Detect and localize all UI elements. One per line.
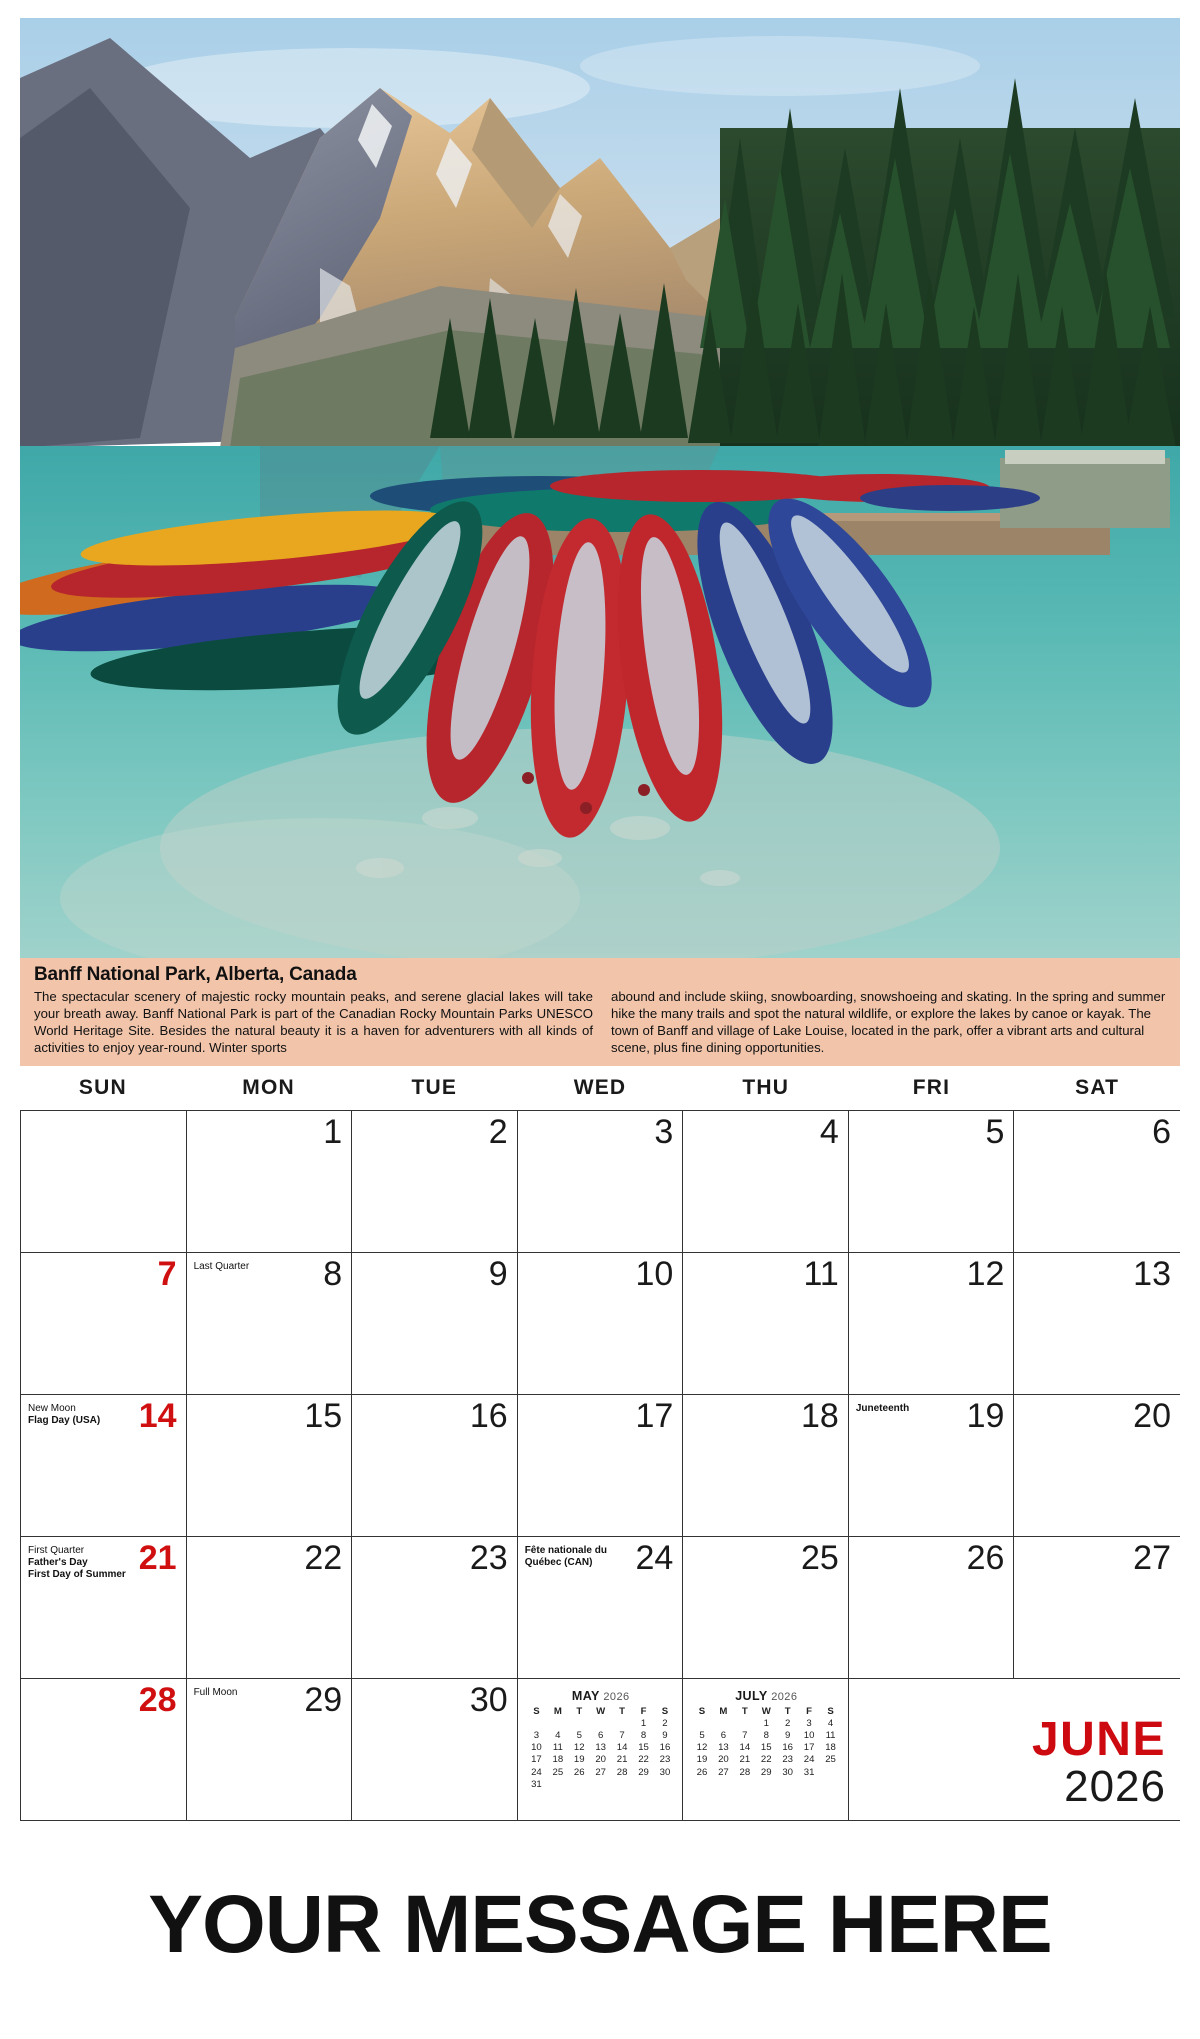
mini-day [756, 1778, 777, 1779]
day-cell[interactable] [21, 1537, 187, 1679]
mini-day: 25 [825, 1754, 836, 1766]
mini-day: 24 [803, 1754, 815, 1766]
weekday-sat: SAT [1075, 1076, 1120, 1099]
day-cell[interactable] [518, 1395, 684, 1537]
day-number: 18 [801, 1397, 839, 1435]
day-number: 14 [138, 1397, 177, 1435]
mini-day: 17 [803, 1742, 815, 1754]
mini-day: 12 [573, 1742, 585, 1754]
mini-day: 1 [640, 1717, 647, 1729]
advertisement-area[interactable] [20, 1830, 1180, 2020]
mini-day: 21 [616, 1754, 628, 1766]
mini-dow: W [761, 1705, 771, 1717]
caption-text-left: The spectacular scenery of majestic rocky mountain peaks, and serene glacial lakes will take your breath away. Banff National Park is part of the Canadian Rocky Mountain Parks UNESCO World Heritage Site. Besides the natural beauty it is a haven for adventurers with all kinds of activities to enjoy year-round. Winter sports [34, 989, 593, 1056]
mini-day: 10 [531, 1742, 542, 1754]
day-cell[interactable] [187, 1537, 353, 1679]
mini-dow: T [619, 1705, 626, 1717]
mini-dow: S [698, 1705, 706, 1717]
day-number: 7 [157, 1255, 177, 1293]
mini-day [633, 1778, 654, 1790]
day-number: 19 [966, 1397, 1005, 1435]
mini-week-row [691, 1729, 841, 1741]
mini-day [569, 1717, 590, 1729]
day-cell[interactable] [21, 1111, 187, 1253]
mini-month-next [683, 1679, 849, 1821]
day-cell[interactable] [352, 1679, 518, 1821]
mini-day: 15 [760, 1742, 772, 1754]
mini-day: 21 [739, 1754, 751, 1766]
mini-day: 3 [533, 1729, 540, 1741]
mini-day [713, 1778, 734, 1779]
mini-day: 26 [573, 1766, 585, 1778]
mini-dow: M [553, 1705, 562, 1717]
mini-day: 30 [659, 1766, 671, 1778]
day-number: 8 [323, 1255, 343, 1293]
day-cell[interactable] [21, 1253, 187, 1395]
event-label: Flag Day (USA) [28, 1415, 101, 1427]
mini-day [713, 1717, 734, 1729]
day-events [28, 1403, 148, 1427]
caption-columns [34, 988, 1170, 1057]
event-label: Québec (CAN) [524, 1557, 593, 1569]
event-label: First Day of Summer [28, 1569, 126, 1581]
mini-day [611, 1717, 632, 1729]
mini-day [777, 1778, 798, 1779]
photo-caption-band [20, 958, 1180, 1066]
mini-day: 16 [782, 1742, 794, 1754]
mini-day: 7 [619, 1729, 625, 1741]
mini-day: 19 [696, 1754, 708, 1766]
day-cells [20, 1110, 1180, 1821]
mini-day: 29 [760, 1766, 772, 1778]
mini-dow: M [719, 1705, 728, 1717]
mini-dow: T [741, 1705, 748, 1717]
year-number: 2026 [1064, 1761, 1166, 1811]
day-number: 20 [1133, 1397, 1171, 1435]
day-number: 17 [635, 1397, 674, 1435]
mini-day: 20 [595, 1754, 607, 1766]
mini-week-row [526, 1717, 676, 1729]
mini-day: 27 [595, 1766, 607, 1778]
calendar-grid [20, 1066, 1180, 1821]
weekday-fri: FRI [912, 1076, 951, 1099]
mini-month-title [691, 1689, 841, 1703]
mini-dow-row [691, 1705, 841, 1717]
mini-day [734, 1717, 755, 1729]
mini-day: 19 [573, 1754, 585, 1766]
mini-dow: S [661, 1705, 669, 1717]
day-number: 29 [304, 1681, 343, 1719]
day-number: 11 [803, 1255, 839, 1293]
weekday-thu: THU [742, 1076, 790, 1099]
month-name: JUNE [1031, 1712, 1166, 1766]
mini-month-title [526, 1689, 676, 1703]
day-number: 24 [635, 1539, 674, 1577]
day-events [856, 1403, 976, 1415]
day-cell[interactable] [352, 1537, 518, 1679]
mini-day: 5 [576, 1729, 582, 1741]
mini-day: 20 [718, 1754, 729, 1766]
mini-week-row [526, 1766, 676, 1778]
event-label: Full Moon [193, 1687, 238, 1698]
day-cell[interactable] [849, 1111, 1015, 1253]
day-number: 27 [1133, 1539, 1171, 1577]
mini-month-previous [518, 1679, 684, 1821]
mini-dow: T [784, 1705, 791, 1717]
mini-day: 13 [595, 1742, 607, 1754]
mini-day: 22 [760, 1754, 772, 1766]
day-number: 5 [985, 1113, 1005, 1151]
mini-week-row [526, 1754, 676, 1766]
day-number: 3 [654, 1113, 674, 1151]
weekday-mon: MON [242, 1076, 295, 1099]
month-title-block [849, 1679, 1180, 1821]
event-label: New Moon [28, 1403, 76, 1414]
mini-day: 28 [616, 1766, 628, 1778]
hero-photo [20, 18, 1180, 958]
event-label: Juneteenth [855, 1403, 910, 1414]
mini-day [820, 1778, 841, 1779]
event-label: Last Quarter [193, 1261, 250, 1272]
day-cell[interactable] [849, 1395, 1015, 1537]
day-number: 2 [488, 1113, 508, 1151]
mini-day: 18 [825, 1742, 836, 1754]
mini-day: 15 [638, 1742, 649, 1754]
mini-day: 11 [552, 1742, 563, 1754]
day-cell[interactable] [683, 1111, 849, 1253]
day-number: 4 [819, 1113, 839, 1151]
day-cell[interactable] [849, 1537, 1015, 1679]
day-cell[interactable] [352, 1253, 518, 1395]
mini-day [569, 1778, 590, 1790]
day-events [525, 1545, 645, 1569]
mini-day [590, 1717, 611, 1729]
advertisement-message: YOUR MESSAGE HERE [148, 1879, 1052, 1970]
mini-week-row [691, 1766, 841, 1778]
day-number: 22 [304, 1539, 343, 1577]
day-cell[interactable] [683, 1537, 849, 1679]
day-number: 25 [801, 1539, 839, 1577]
mini-calendar-july [691, 1689, 841, 1779]
mini-month-table [691, 1705, 841, 1779]
mini-calendar-may [526, 1689, 676, 1790]
day-number: 30 [469, 1681, 508, 1719]
mini-day: 11 [825, 1729, 836, 1741]
mini-day: 31 [803, 1766, 815, 1778]
mini-day: 9 [662, 1729, 668, 1741]
mini-week-row [526, 1778, 676, 1790]
mini-month-name: JULY [735, 1689, 768, 1703]
mini-day: 16 [659, 1742, 671, 1754]
day-cell[interactable] [518, 1111, 684, 1253]
day-cell[interactable] [187, 1395, 353, 1537]
mini-day: 29 [638, 1766, 649, 1778]
mini-day: 2 [662, 1717, 668, 1729]
mini-day: 4 [827, 1717, 834, 1729]
day-number: 10 [635, 1255, 674, 1293]
mini-day [734, 1778, 755, 1779]
mini-month-year: 2026 [771, 1691, 798, 1703]
mini-day [611, 1778, 632, 1790]
day-cell[interactable] [21, 1395, 187, 1537]
mini-day [526, 1717, 547, 1729]
mini-day: 18 [552, 1754, 564, 1766]
day-cell[interactable] [1014, 1537, 1180, 1679]
mini-day [691, 1778, 712, 1779]
mini-week-row [526, 1742, 676, 1754]
day-cell[interactable] [1014, 1253, 1180, 1395]
weekday-sun: SUN [78, 1076, 127, 1099]
day-cell[interactable] [683, 1253, 849, 1395]
mini-day: 14 [739, 1742, 751, 1754]
day-cell[interactable] [187, 1679, 353, 1821]
mini-day: 17 [531, 1754, 542, 1766]
day-number: 13 [1133, 1255, 1171, 1293]
mini-day: 3 [806, 1717, 812, 1729]
mini-dow-row [526, 1705, 676, 1717]
mini-day: 14 [616, 1742, 628, 1754]
day-cell[interactable] [352, 1111, 518, 1253]
mini-dow: S [827, 1705, 834, 1717]
day-cell[interactable] [1014, 1395, 1180, 1537]
mini-dow: S [533, 1705, 540, 1717]
mini-day: 8 [640, 1729, 647, 1741]
mini-dow: F [806, 1705, 813, 1717]
mini-day: 9 [785, 1729, 791, 1741]
mini-day: 8 [763, 1729, 769, 1741]
day-cell[interactable] [518, 1253, 684, 1395]
mini-day: 23 [782, 1754, 794, 1766]
day-cell[interactable] [849, 1253, 1015, 1395]
day-cell[interactable] [21, 1679, 187, 1821]
mini-day: 6 [598, 1729, 604, 1741]
mini-day [798, 1778, 819, 1779]
mini-dow: T [576, 1705, 583, 1717]
day-number: 15 [304, 1397, 343, 1435]
weekday-tue: TUE [411, 1076, 458, 1099]
day-events [194, 1687, 314, 1699]
mini-week-row [691, 1778, 841, 1779]
day-number: 12 [966, 1255, 1005, 1293]
day-cell[interactable] [683, 1395, 849, 1537]
mini-day: 23 [659, 1754, 671, 1766]
event-label: Father's Day [28, 1557, 88, 1569]
mini-day: 27 [718, 1766, 729, 1778]
mini-day: 2 [785, 1717, 791, 1729]
day-number: 16 [469, 1397, 508, 1435]
mini-day: 22 [638, 1754, 649, 1766]
mini-day [820, 1766, 841, 1778]
mini-day [547, 1778, 568, 1790]
day-cell[interactable] [1014, 1111, 1180, 1253]
mini-week-row [691, 1717, 841, 1729]
mini-day: 4 [555, 1729, 561, 1741]
mini-day: 1 [763, 1717, 769, 1729]
day-number: 26 [966, 1539, 1005, 1577]
mini-month-name: MAY [571, 1689, 600, 1703]
mini-day [691, 1717, 712, 1729]
mini-week-row [691, 1742, 841, 1754]
mini-month-table [526, 1705, 676, 1790]
day-number: 6 [1152, 1113, 1171, 1151]
event-label: Fête nationale du [524, 1545, 607, 1556]
mini-day: 30 [782, 1766, 794, 1778]
mini-dow: F [640, 1705, 647, 1717]
mini-day: 10 [803, 1729, 815, 1741]
day-cell[interactable] [187, 1111, 353, 1253]
mini-day: 13 [718, 1742, 729, 1754]
day-number: 1 [323, 1113, 343, 1151]
day-events [28, 1545, 148, 1582]
mini-week-row [691, 1754, 841, 1766]
mini-day [547, 1717, 568, 1729]
weekday-wed: WED [573, 1076, 627, 1099]
weekday-header-row [20, 1066, 1180, 1110]
event-label: First Quarter [28, 1545, 85, 1556]
caption-title: Banff National Park, Alberta, Canada [34, 964, 357, 985]
mini-day: 6 [720, 1729, 727, 1741]
mini-week-row [526, 1729, 676, 1741]
mini-day: 5 [699, 1729, 705, 1741]
day-number: 9 [488, 1255, 508, 1293]
day-events [194, 1261, 314, 1273]
mini-month-year: 2026 [603, 1691, 630, 1703]
mini-day [654, 1778, 675, 1790]
mini-day: 7 [742, 1729, 748, 1741]
mini-day [590, 1778, 611, 1790]
mini-day: 28 [739, 1766, 751, 1778]
day-cell[interactable] [518, 1537, 684, 1679]
day-cell[interactable] [187, 1253, 353, 1395]
mini-day: 31 [531, 1778, 542, 1790]
mini-dow: W [596, 1705, 606, 1717]
day-number: 21 [138, 1539, 177, 1577]
day-number: 23 [469, 1539, 508, 1577]
mini-day: 24 [531, 1766, 542, 1778]
photo-illustration [20, 18, 1180, 958]
caption-text-right: abound and include skiing, snowboarding, snowshoeing and skating. In the spring and summer hike the many trails and spot the natural wildlife, or explore the lakes by canoe or kayak. The town of Banff and village of Lake Louise, located in the park, offer a vibrant arts and cultural scene, plus fine dining opportunities. [611, 989, 1166, 1056]
day-number: 28 [138, 1681, 177, 1719]
month-year-label [1031, 1712, 1166, 1811]
mini-day: 26 [696, 1766, 708, 1778]
mini-day: 25 [552, 1766, 564, 1778]
mini-day: 12 [696, 1742, 708, 1754]
day-cell[interactable] [352, 1395, 518, 1537]
